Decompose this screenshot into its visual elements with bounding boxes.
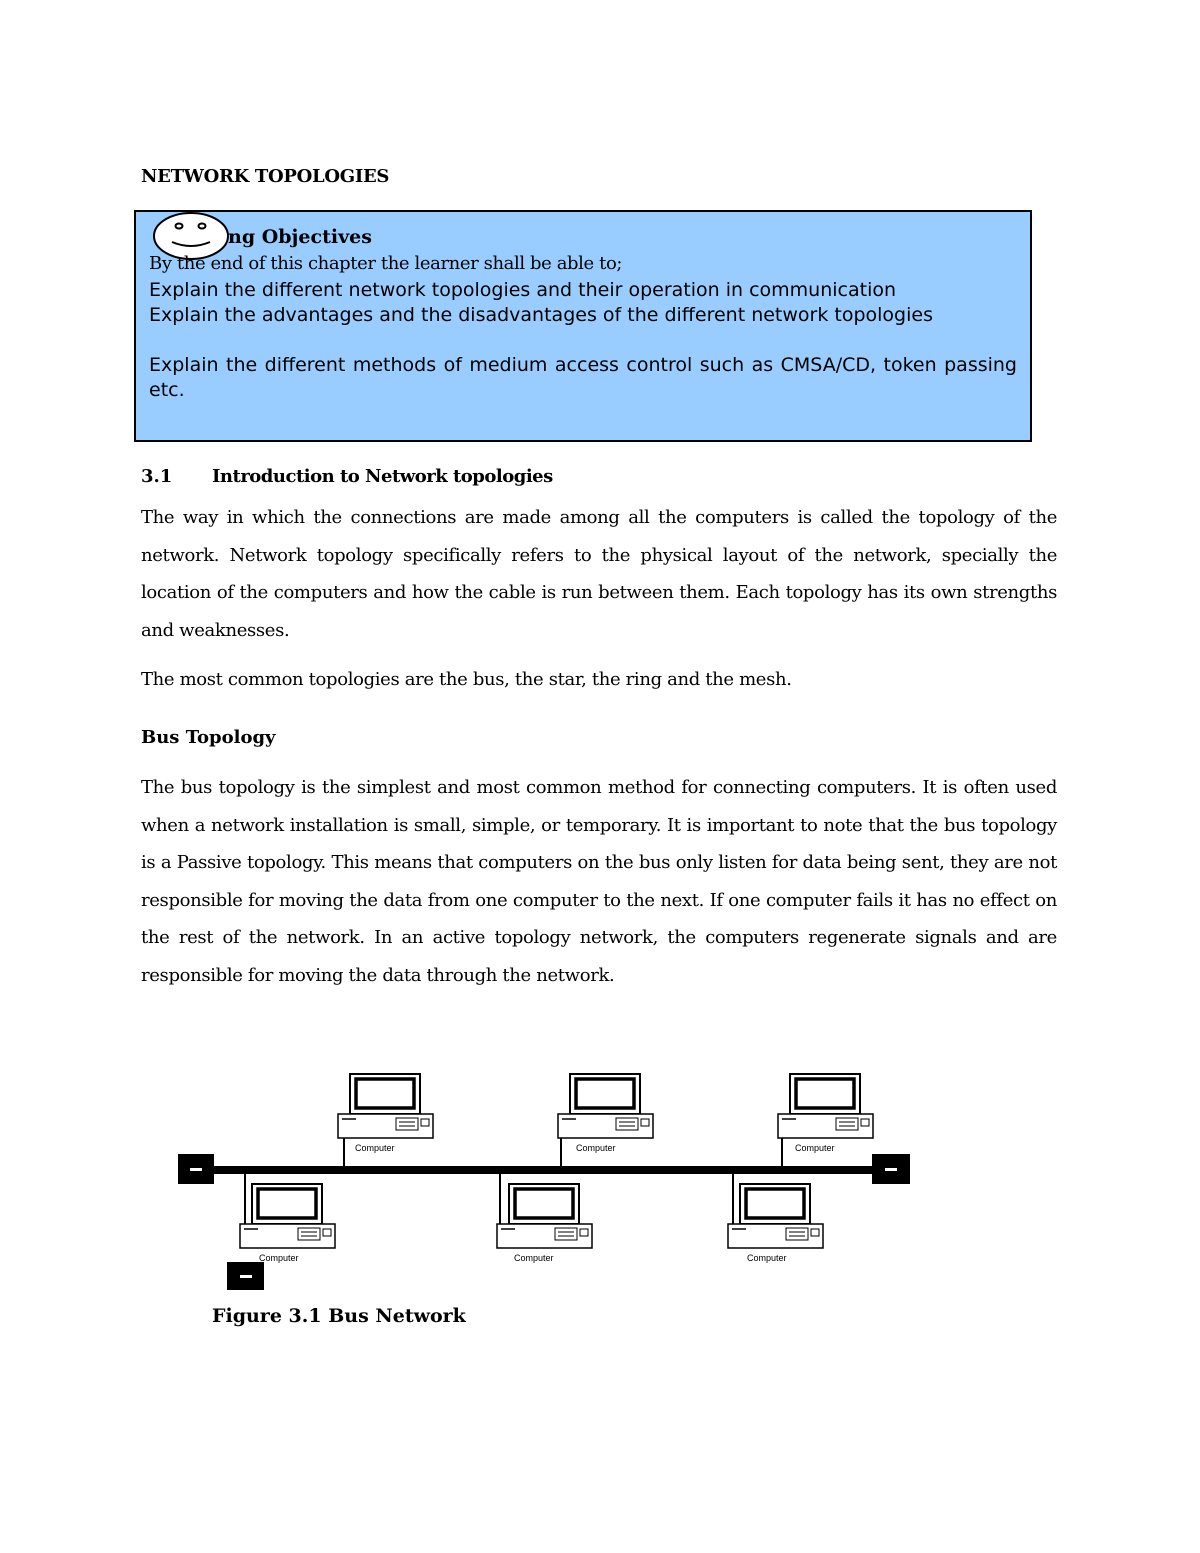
common-topologies-paragraph: The most common topologies are the bus, the star, the ring and the mesh. bbox=[141, 669, 792, 690]
computer-bottom-2 bbox=[497, 1174, 592, 1263]
computer-top-2 bbox=[558, 1074, 653, 1166]
bus-topology-paragraph: The bus topology is the simplest and most common method for connecting computers. It is often used when a network installation is small, simple, or temporary. It is important to note that the bus topology is a Passive topology. This means that computers on the bus only listen for data being sent, they are not responsible for moving the data from one computer to the next. If one computer fails it has no effect on the rest of the network. In an active topology network, the computers regenerate signals and are responsible for moving the data through the network. bbox=[141, 777, 1057, 986]
computer-label: Computer bbox=[576, 1143, 616, 1153]
computer-top-3 bbox=[778, 1074, 873, 1166]
computer-bottom-1 bbox=[240, 1174, 335, 1263]
objective-item-2: Explain the advantages and the disadvantages of the different network topologies bbox=[149, 304, 933, 326]
computer-label: Computer bbox=[355, 1143, 395, 1153]
bus-network-diagram bbox=[170, 1065, 930, 1290]
figure-caption: Figure 3.1 Bus Network bbox=[212, 1305, 466, 1327]
intro-paragraph: The way in which the connections are made among all the computers is called the topology of the network. Network topology specifically refers to the physical layout of the network, specially the location of the computers and how the cable is run between them. Each topology has its own strengths and weaknesses. bbox=[141, 507, 1057, 641]
objectives-intro: By the end of this chapter the learner shall be able to; bbox=[149, 253, 623, 274]
section-number: 3.1 bbox=[141, 466, 173, 487]
terminator-bottom bbox=[227, 1262, 264, 1290]
bus-backbone bbox=[212, 1166, 872, 1174]
terminator-left bbox=[178, 1154, 214, 1184]
computer-label: Computer bbox=[514, 1253, 554, 1263]
bus-topology-heading: Bus Topology bbox=[141, 727, 276, 748]
objectives-heading: ng Objectives bbox=[228, 226, 372, 248]
computer-label: Computer bbox=[259, 1253, 299, 1263]
computer-top-1 bbox=[338, 1074, 433, 1166]
objective-item-3: Explain the different methods of medium access control such as CMSA/CD, token passing etc. bbox=[149, 354, 1017, 401]
document-title: NETWORK TOPOLOGIES bbox=[141, 166, 390, 187]
computer-bottom-3 bbox=[728, 1174, 823, 1263]
terminator-right bbox=[872, 1154, 910, 1184]
computer-label: Computer bbox=[795, 1143, 835, 1153]
computer-label: Computer bbox=[747, 1253, 787, 1263]
section-title: Introduction to Network topologies bbox=[212, 466, 553, 487]
objective-item-1: Explain the different network topologies and their operation in communication bbox=[149, 279, 897, 301]
